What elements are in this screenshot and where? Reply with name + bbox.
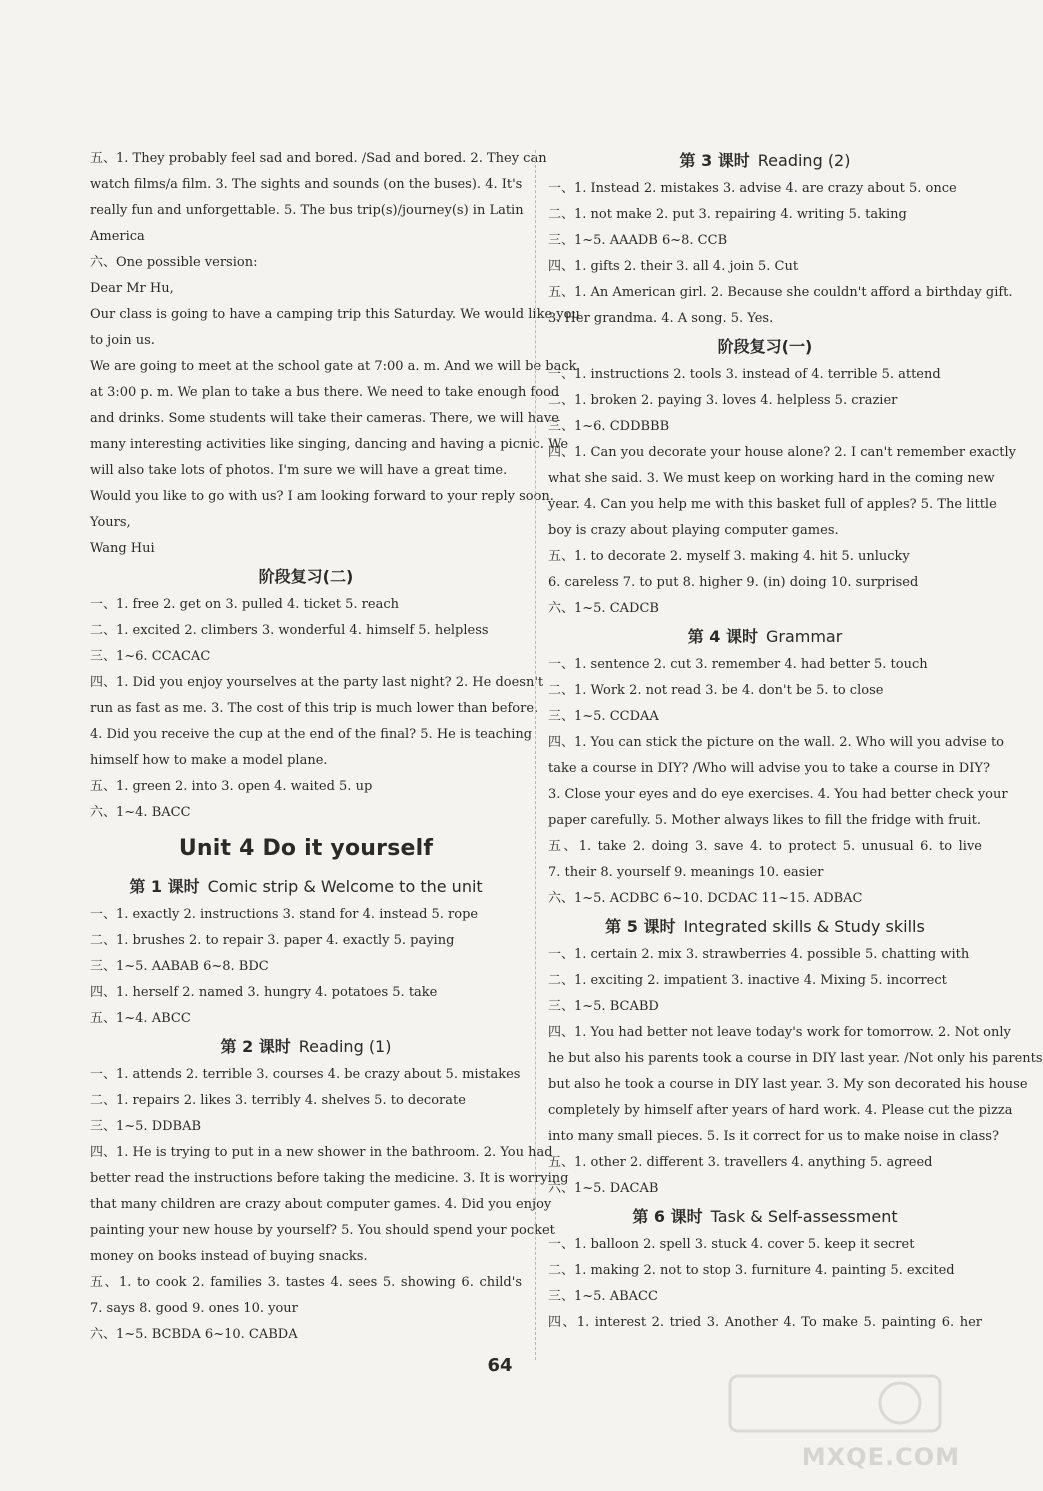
answer-line: 三、1~5. BCABD	[548, 999, 659, 1014]
answer-line: 三、1~5. CCDAA	[548, 709, 659, 724]
answer-line: 三、1~5. AABAB 6~8. BDC	[90, 959, 269, 974]
answer-line: 六、One possible version:	[90, 255, 258, 270]
section-heading	[548, 146, 982, 176]
section-heading-cn: 第 1 课时	[129, 877, 200, 896]
answer-line: 二、1. making 2. not to stop 3. furniture 4. painting 5. excited	[548, 1263, 955, 1278]
section-heading-cn: 阶段复习(二)	[258, 567, 354, 586]
answer-line: 一、1. exactly 2. instructions 3. stand for 4. instead 5. rope	[90, 907, 479, 922]
answer-line: We are going to meet at the school gate at 7:00 a. m. And we will be back	[90, 359, 577, 374]
answer-line: 二、1. broken 2. paying 3. loves 4. helpless 5. crazier	[548, 393, 898, 408]
answer-line: Our class is going to have a camping trip this Saturday. We would like you	[90, 307, 580, 322]
left-column	[90, 146, 580, 1348]
section-heading-en: Comic strip & Welcome to the unit	[207, 877, 483, 896]
section-heading-cn: 第 4 课时	[687, 627, 758, 646]
section-heading-cn: 第 3 课时	[679, 151, 750, 170]
answer-line: 五、1. green 2. into 3. open 4. waited 5. up	[90, 779, 373, 794]
answer-line: 六、1~4. BACC	[90, 805, 191, 820]
section-heading-cn: 阶段复习(一)	[717, 337, 813, 356]
answer-line: 五、1. to cook 2. families 3. tastes 4. sees 5. showing 6. child's	[90, 1275, 522, 1290]
answer-line: completely by himself after years of hard work. 4. Please cut the pizza	[548, 1103, 1013, 1118]
answer-line: 二、1. exciting 2. impatient 3. inactive 4. Mixing 5. incorrect	[548, 973, 947, 988]
answer-line: 四、1. gifts 2. their 3. all 4. join 5. Cut	[548, 259, 799, 274]
section-heading	[548, 912, 982, 942]
answer-line: really fun and unforgettable. 5. The bus trip(s)/journey(s) in Latin	[90, 203, 524, 218]
answer-line: boy is crazy about playing computer games.	[548, 523, 839, 538]
answer-line: 六、1~5. CADCB	[548, 601, 659, 616]
watermark-seal-icon	[710, 1371, 960, 1441]
section-heading-en: Task & Self-assessment	[710, 1207, 898, 1226]
answer-line: year. 4. Can you help me with this basket full of apples? 5. The little	[548, 497, 997, 512]
answer-line: 三、1~6. CCACAC	[90, 649, 211, 664]
answer-line: Would you like to go with us? I am looking forward to your reply soon.	[90, 489, 554, 504]
section-heading-cn: 第 2 课时	[220, 1037, 291, 1056]
answer-line: 四、1. Can you decorate your house alone? 2. I can't remember exactly	[548, 445, 1016, 460]
answer-line: 二、1. not make 2. put 3. repairing 4. writing 5. taking	[548, 207, 907, 222]
answer-line: 五、1. They probably feel sad and bored. /Sad and bored. 2. They can	[90, 151, 547, 166]
answer-line: into many small pieces. 5. Is it correct for us to make noise in class?	[548, 1129, 999, 1144]
answer-line: that many children are crazy about computer games. 4. Did you enjoy	[90, 1197, 552, 1212]
answer-line: and drinks. Some students will take their cameras. There, we will have	[90, 411, 559, 426]
answer-line: 一、1. instructions 2. tools 3. instead of 4. terrible 5. attend	[548, 367, 941, 382]
section-heading	[90, 872, 522, 902]
right-column	[548, 146, 1043, 1336]
answer-line: 一、1. Instead 2. mistakes 3. advise 4. are crazy about 5. once	[548, 181, 957, 196]
section-heading	[548, 1202, 982, 1232]
section-heading	[90, 1032, 522, 1062]
answer-line: 六、1~5. DACAB	[548, 1181, 659, 1196]
answer-line: 四、1. You had better not leave today's work for tomorrow. 2. Not only	[548, 1025, 1011, 1040]
answer-line: 二、1. brushes 2. to repair 3. paper 4. exactly 5. paying	[90, 933, 455, 948]
watermark-logo	[710, 1371, 960, 1471]
answer-line: 三、1~6. CDDBBB	[548, 419, 670, 434]
answer-line: at 3:00 p. m. We plan to take a bus there. We need to take enough food	[90, 385, 560, 400]
answer-line: 一、1. certain 2. mix 3. strawberries 4. possible 5. chatting with	[548, 947, 970, 962]
answer-line: paper carefully. 5. Mother always likes to fill the fridge with fruit.	[548, 813, 981, 828]
section-heading-en: Reading (1)	[298, 1037, 392, 1056]
unit-title: Unit 4 Do it yourself	[178, 836, 434, 861]
section-heading-en: Grammar	[765, 627, 843, 646]
answer-line: will also take lots of photos. I'm sure we will have a great time.	[90, 463, 508, 478]
answer-line: 三、1~5. DDBAB	[90, 1119, 202, 1134]
section-heading-cn: 第 5 课时	[605, 917, 676, 936]
answer-line: 二、1. Work 2. not read 3. be 4. don't be 5. to close	[548, 683, 884, 698]
answer-line: 一、1. attends 2. terrible 3. courses 4. be crazy about 5. mistakes	[90, 1067, 521, 1082]
answer-line: 四、1. herself 2. named 3. hungry 4. potatoes 5. take	[90, 985, 438, 1000]
answer-line: 6. careless 7. to put 8. higher 9. (in) doing 10. surprised	[548, 575, 919, 590]
answer-line: he but also his parents took a course in DIY last year. /Not only his parents	[548, 1051, 1043, 1066]
answer-line: 四、1. Did you enjoy yourselves at the party last night? 2. He doesn't	[90, 675, 544, 690]
answer-line: 四、1. He is trying to put in a new shower in the bathroom. 2. You had	[90, 1145, 553, 1160]
answer-line: 五、1. take 2. doing 3. save 4. to protect 5. unusual 6. to live	[548, 839, 982, 854]
answer-line: 4. Did you receive the cup at the end of the final? 5. He is teaching	[90, 727, 533, 742]
answer-line: better read the instructions before taking the medicine. 3. It is worrying	[90, 1171, 569, 1186]
answer-line: Dear Mr Hu,	[90, 281, 174, 296]
watermark-text: MXQE.COM	[801, 1443, 960, 1471]
answer-line: 二、1. repairs 2. likes 3. terribly 4. shelves 5. to decorate	[90, 1093, 466, 1108]
section-heading-en: Integrated skills & Study skills	[683, 917, 925, 936]
answer-line: Wang Hui	[90, 541, 155, 556]
answer-line: 3. Her grandma. 4. A song. 5. Yes.	[548, 311, 774, 326]
answer-line: 六、1~5. ACDBC 6~10. DCDAC 11~15. ADBAC	[548, 891, 863, 906]
answer-line: but also he took a course in DIY last year. 3. My son decorated his house	[548, 1077, 1028, 1092]
section-heading-en: Reading (2)	[757, 151, 851, 170]
answer-line: 一、1. sentence 2. cut 3. remember 4. had better 5. touch	[548, 657, 928, 672]
answer-line: 7. their 8. yourself 9. meanings 10. easier	[548, 865, 824, 880]
answer-line: 五、1. to decorate 2. myself 3. making 4. hit 5. unlucky	[548, 549, 910, 564]
answer-line: 二、1. excited 2. climbers 3. wonderful 4. himself 5. helpless	[90, 623, 489, 638]
answer-line: 三、1~5. AAADB 6~8. CCB	[548, 233, 728, 248]
answer-line: 五、1. other 2. different 3. travellers 4. anything 5. agreed	[548, 1155, 933, 1170]
answer-line: what she said. 3. We must keep on working hard in the coming new	[548, 471, 995, 486]
column-divider	[535, 150, 536, 1360]
answer-line: watch films/a film. 3. The sights and sounds (on the buses). 4. It's	[90, 177, 523, 192]
page-number: 64	[487, 1355, 513, 1376]
answer-line: 三、1~5. ABACC	[548, 1289, 658, 1304]
section-heading	[548, 332, 982, 362]
answer-line: run as fast as me. 3. The cost of this trip is much lower than before.	[90, 701, 539, 716]
answer-line: to join us.	[90, 333, 155, 348]
answer-line: money on books instead of buying snacks.	[90, 1249, 368, 1264]
answer-line: painting your new house by yourself? 5. You should spend your pocket	[90, 1223, 555, 1238]
section-heading	[90, 562, 522, 592]
answer-line: 四、1. You can stick the picture on the wall. 2. Who will you advise to	[548, 735, 1004, 750]
answer-line: 六、1~5. BCBDA 6~10. CABDA	[90, 1327, 298, 1342]
section-heading	[548, 622, 982, 652]
answer-line: take a course in DIY? /Who will advise you to take a course in DIY?	[548, 761, 990, 776]
answer-line: 一、1. balloon 2. spell 3. stuck 4. cover 5. keep it secret	[548, 1237, 915, 1252]
answer-line: himself how to make a model plane.	[90, 753, 328, 768]
answer-line: Yours,	[90, 515, 131, 530]
answer-line: 五、1. An American girl. 2. Because she couldn't afford a birthday gift.	[548, 285, 1013, 300]
answer-line: 7. says 8. good 9. ones 10. your	[90, 1301, 298, 1316]
answer-line: America	[90, 229, 145, 244]
answer-line: 四、1. interest 2. tried 3. Another 4. To make 5. painting 6. her	[548, 1315, 982, 1330]
section-heading-cn: 第 6 课时	[632, 1207, 703, 1226]
answer-line: many interesting activities like singing, dancing and having a picnic. We	[90, 437, 569, 452]
answer-line: 3. Close your eyes and do eye exercises. 4. You had better check your	[548, 787, 1008, 802]
answer-line: 一、1. free 2. get on 3. pulled 4. ticket 5. reach	[90, 597, 399, 612]
answer-line: 五、1~4. ABCC	[90, 1011, 191, 1026]
